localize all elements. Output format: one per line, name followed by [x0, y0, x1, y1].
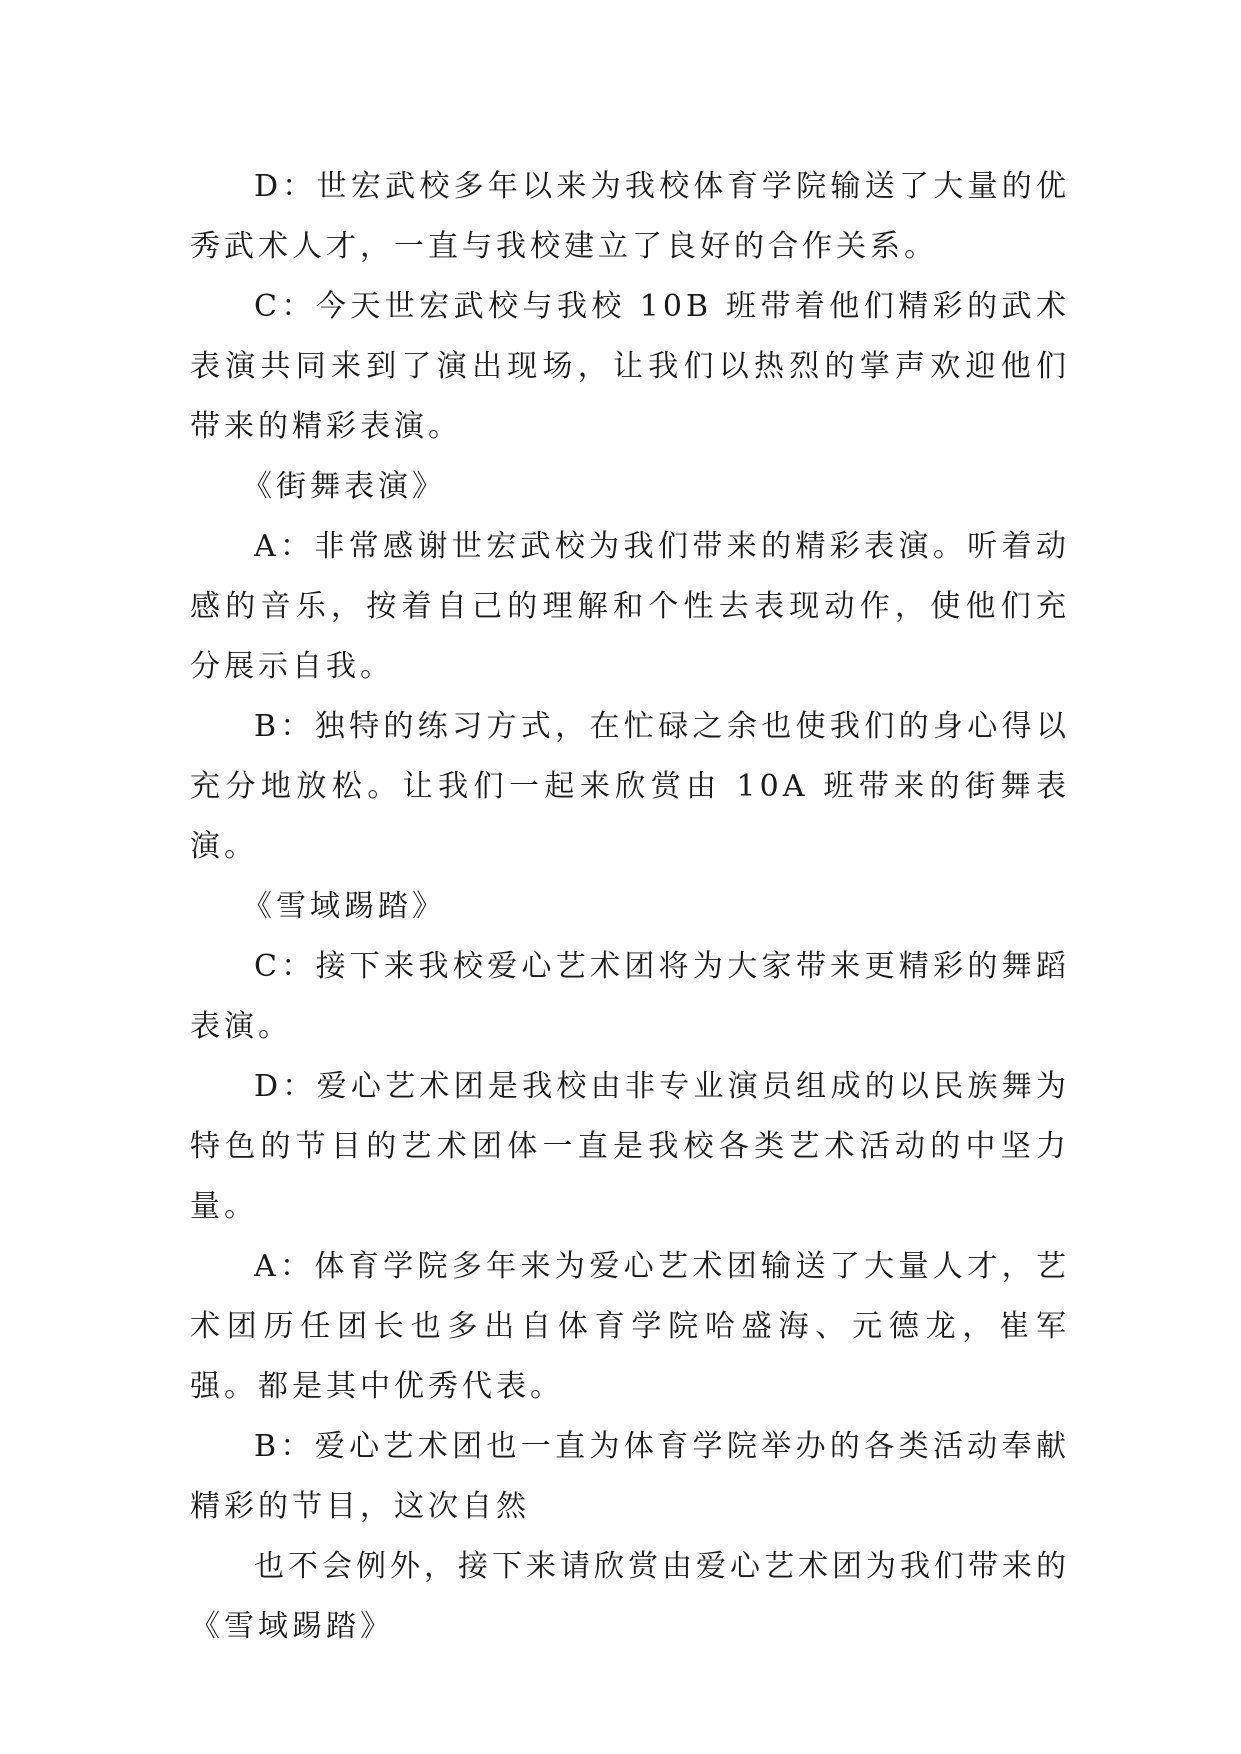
- program-title-snow-tap: 《雪域踢踏》: [242, 889, 446, 924]
- paragraph-c-wushu: C：今天世宏武校与我校 10B 班带着他们精彩的武术表演共同来到了演出现场，让我们以热烈的掌声欢迎他们带来的精彩表演。: [190, 289, 1070, 444]
- paragraph-a-talent: A：体育学院多年来为爱心艺术团输送了大量人才，艺术团历任团长也多出自体育学院哈盛海、元德龙，崔军强。都是其中优秀代表。: [190, 1249, 1070, 1404]
- paragraph-a-thanks: A：非常感谢世宏武校为我们带来的精彩表演。听着动感的音乐，按着自己的理解和个性去表现动作，使他们充分展示自我。: [190, 529, 1070, 684]
- program-title-street-dance: 《街舞表演》: [242, 469, 446, 504]
- paragraph-c-art-troupe: C：接下来我校爱心艺术团将为大家带来更精彩的舞蹈表演。: [190, 949, 1070, 1044]
- paragraph-b-activities: B：爱心艺术团也一直为体育学院举办的各类活动奉献精彩的节目，这次自然: [190, 1429, 1070, 1524]
- paragraph-d-art-troupe: D：爱心艺术团是我校由非专业演员组成的以民族舞为特色的节目的艺术团体一直是我校各类艺术活动的中坚力量。: [190, 1069, 1070, 1224]
- document-body: [190, 157, 1070, 1657]
- paragraph-b-street-dance: B：独特的练习方式，在忙碌之余也使我们的身心得以充分地放松。让我们一起来欣赏由 10A 班带来的街舞表演。: [190, 709, 1070, 864]
- paragraph-d-intro: D：世宏武校多年以来为我校体育学院输送了大量的优秀武术人才，一直与我校建立了良好的合作关系。: [190, 169, 1070, 264]
- paragraph-closing: 也不会例外，接下来请欣赏由爱心艺术团为我们带来的《雪域踢踏》: [190, 1549, 1070, 1644]
